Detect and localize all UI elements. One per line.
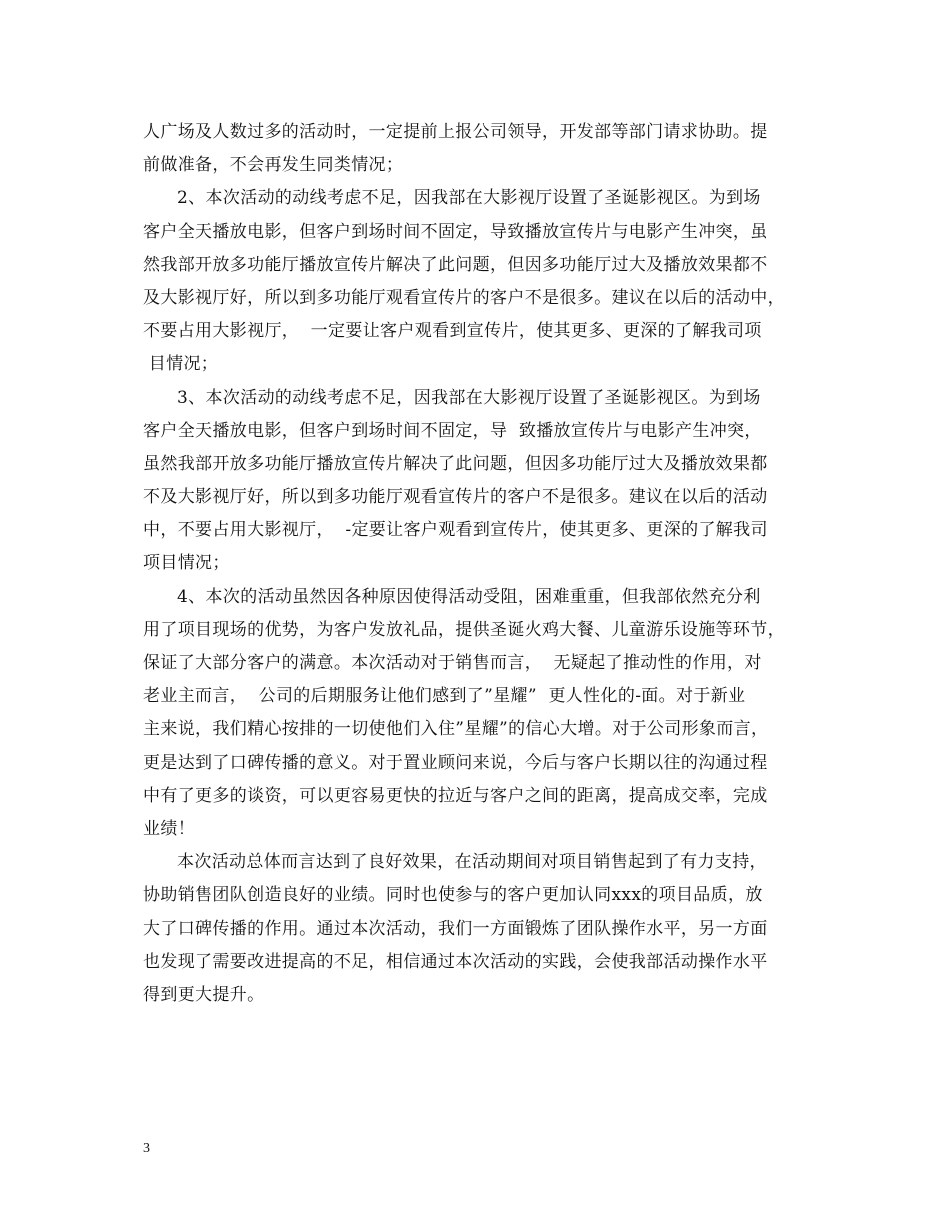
page-number: 3 bbox=[143, 1141, 150, 1156]
text-line: 目情况； bbox=[143, 354, 219, 375]
text-line: 然我部开放多功能厅播放宣传片解决了此问题，但因多功能厅过大及播放效果都不 bbox=[143, 254, 768, 275]
text-line: 3、本次活动的动线考虑不足，因我部在大影视厅设置了圣诞影视区。为到场 bbox=[177, 387, 761, 408]
text-line: 人广场及人数过多的活动时，一定提前上报公司领导，开发部等部门请求协助。提 bbox=[143, 122, 768, 142]
text-line: 保证了大部分客户的满意。本次活动对于销售而言， 无疑起了推动性的作用，对 bbox=[143, 653, 762, 673]
document-body bbox=[143, 116, 823, 1012]
text-line: 项目情况； bbox=[143, 553, 230, 574]
text-line: 业绩！ bbox=[143, 818, 196, 839]
text-line: 不及大影视厅好，所以到多功能厅观看宣传片的客户不是很多。建议在以后的活动 bbox=[143, 487, 768, 508]
text-line: 主来说，我们精心按排的一切使他们入住”星耀”的信心大增。对于公司形象而言， bbox=[143, 719, 769, 740]
text-line: 中，不要占用大影视厅， -定要让客户观看到宣传片，使其更多、更深的了解我司 bbox=[143, 520, 768, 541]
text-line: 得到更大提升。 bbox=[143, 984, 265, 1005]
text-line: 前做准备，不会再发生同类情况； bbox=[143, 155, 404, 176]
text-line: 客户全天播放电影，但客户到场时间不固定，导 致播放宣传片与电影产生冲突， bbox=[143, 420, 762, 441]
text-line: 客户全天播放电影，但客户到场时间不固定，导致播放宣传片与电影产生冲突，虽 bbox=[143, 221, 768, 242]
text-line: 更是达到了口碑传播的意义。对于置业顾问来说，今后与客户长期以往的沟通过程 bbox=[143, 752, 768, 773]
text-line: 老业主而言， 公司的后期服务让他们感到了”星耀” 更人性化的-面。对于新业 bbox=[143, 686, 746, 707]
text-line: 虽然我部开放多功能厅播放宣传片解决了此问题，但因多功能厅过大及播放效果都 bbox=[143, 453, 768, 474]
text-line: 4、本次的活动虽然因各种原因使得活动受阻，困难重重，但我部依然充分利 bbox=[177, 586, 761, 607]
text-line: 用了项目现场的优势，为客户发放礼品，提供圣诞火鸡大餐、儿童游乐设施等环节， bbox=[143, 619, 785, 640]
text-line: 本次活动总体而言达到了良好效果，在活动期间对项目销售起到了有力支持， bbox=[177, 852, 767, 873]
text-line: 也发现了需要改进提高的不足，相信通过本次活动的实践，会使我部活动操作水平 bbox=[143, 951, 768, 972]
text-line: 大了口碑传播的作用。通过本次活动，我们一方面锻炼了团队操作水平，另一方面 bbox=[143, 918, 768, 939]
text-line: 及大影视厅好，所以到多功能厅观看宣传片的客户不是很多。建议在以后的活动中， bbox=[143, 287, 785, 308]
text-line: 协助销售团队创造良好的业绩。同时也使参与的客户更加认同xxx的项目品质，放 bbox=[143, 885, 763, 906]
text-line: 不要占用大影视厅， 一定要让客户观看到宣传片，使其更多、更深的了解我司项 bbox=[143, 321, 762, 342]
text-line: 2、本次活动的动线考虑不足，因我部在大影视厅设置了圣诞影视区。为到场 bbox=[177, 188, 761, 209]
text-line: 中有了更多的谈资，可以更容易更快的拉近与客户之间的距离，提高成交率，完成 bbox=[143, 785, 768, 806]
